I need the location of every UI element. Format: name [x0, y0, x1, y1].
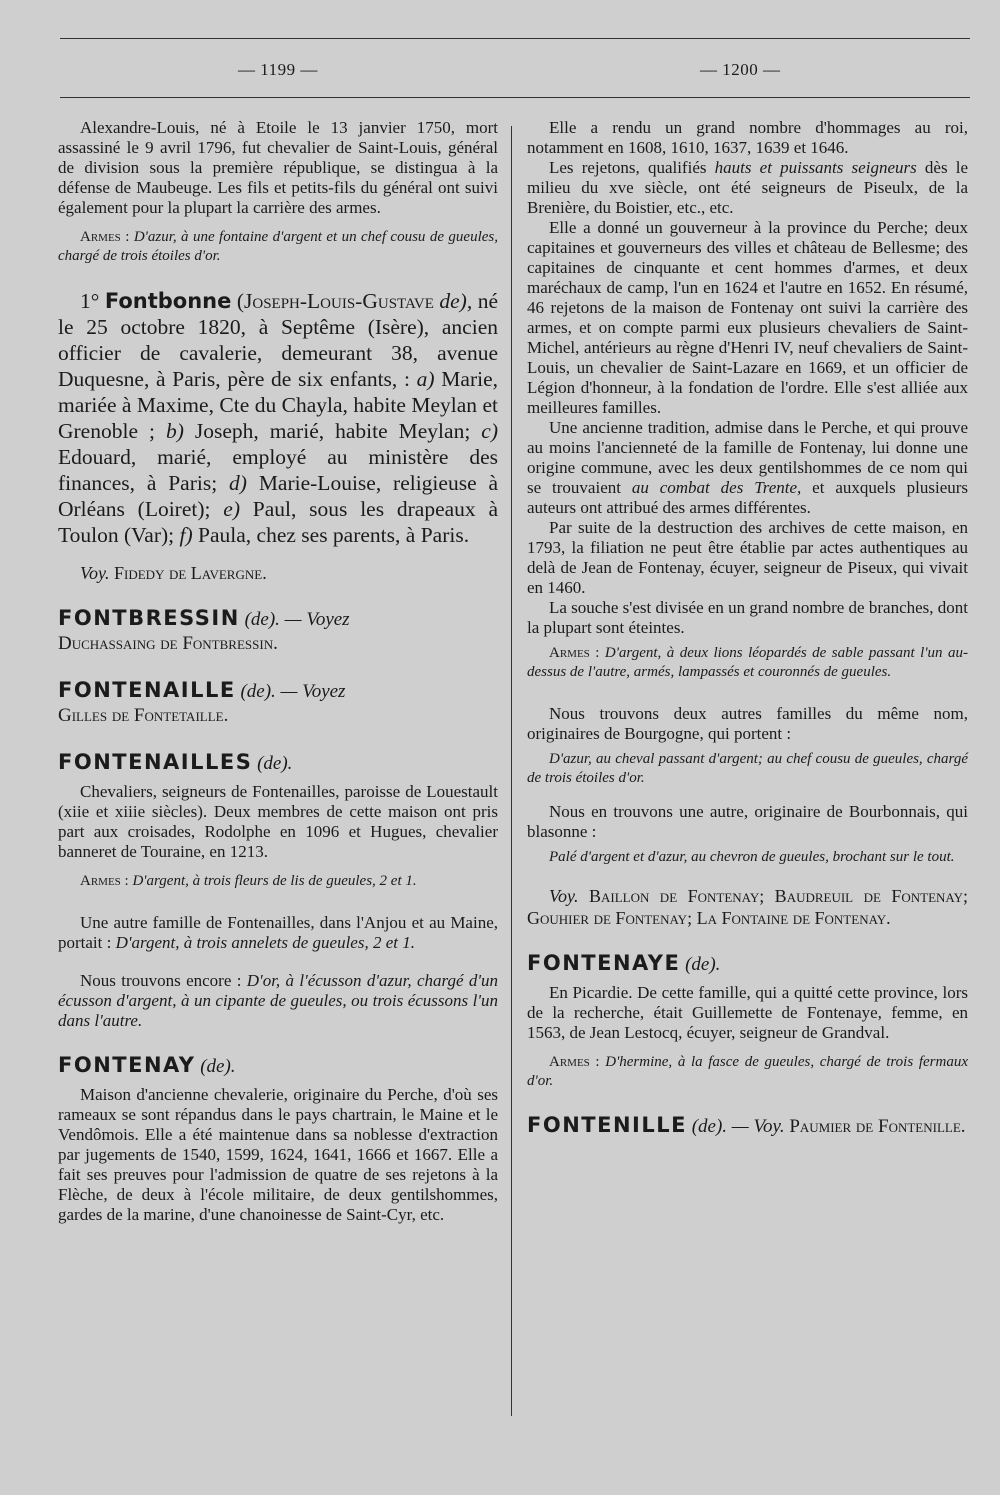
armes-paragraph [58, 228, 498, 266]
bourbonnais-blazon: Palé d'argent et d'azur, au chevron de gueules, brochant sur le tout. [549, 849, 955, 865]
fontenay-armes [527, 644, 968, 682]
voy-line [58, 562, 498, 584]
fontenaye-armes [527, 1053, 968, 1091]
other-family-blazon: D'argent, à trois annelets de gueules, 2 et 1. [115, 933, 415, 952]
encore-text: Nous trouvons encore : [80, 971, 242, 990]
rejetons-text-b: dès le milieu du xve siècle, ont été seigneurs de Piseulx, de la Brenière, du Boistier, etc., etc. [527, 158, 969, 217]
right-column [527, 118, 968, 1139]
enum-f: f) [179, 523, 193, 547]
fontenay-heading: FONTENAY [58, 1053, 196, 1077]
enum-d: d) [229, 471, 247, 495]
tradition-italic: au combat des Trente, [631, 478, 802, 497]
fontbressin-particle: (de). [244, 609, 280, 630]
hommages-paragraph: Elle a rendu un grand nombre d'hommages au roi, notamment en 1608, 1610, 1637, 1639 et 1646. [527, 118, 968, 157]
fontenaille-entry [58, 678, 498, 728]
armes-label: Armes : [549, 645, 600, 661]
rejetons-italic: hauts et puissants seigneurs [714, 158, 917, 177]
fontenaye-entry [527, 951, 968, 977]
right-page-number: — 1200 — [700, 60, 781, 79]
fontbressin-heading: FONTBRESSIN [58, 606, 240, 630]
voy-label: Voy. [80, 563, 110, 583]
fontenailles-encore [58, 971, 498, 1031]
fontenay-paragraph: Maison d'ancienne chevalerie, originaire du Perche, d'où ses rameaux se sont répandus dans le pays chartrain, le Maine et le Vendômois. Elle a été maintenue dans sa noblesse d'extraction par jugements de 1540, 1599, 1624, 1641, 1666 et 1667. Elle a fait ses preuves pour l'admission de quatre de ses rejetons à la Flèche, de deux à l'école militaire, de deux gentilshommes, gardes de la marine, d'une chanoinesse de Saint-Cyr, etc. [58, 1085, 498, 1224]
bourbonnais-paragraph: Nous en trouvons une autre, originaire de Bourbonnais, qui blasonne : [527, 802, 968, 841]
enum-f-text: Paula, chez ses parents, à Paris. [198, 523, 470, 547]
tradition-paragraph [527, 418, 968, 518]
fontenailles-particle: (de). [257, 753, 293, 774]
fontenille-particle: (de). [691, 1116, 728, 1137]
bourgogne-blazon: D'azur, au cheval passant d'argent; au chef cousu de gueules, chargé de trois étoiles d'or. [527, 751, 968, 786]
fontbonne-text: né le 25 octobre 1820, à Septême (Isère), ancien officier de cavalerie, demeurant 38, avenue Duquesne, à Paris, père de six enfants, : [58, 289, 498, 391]
armes-label: Armes : [80, 229, 130, 245]
archives-paragraph: Par suite de la destruction des archives de cette maison, en 1793, la filiation ne peut être établie par actes authentiques au delà de Jean de Fontenay, écuyer, seigneur de Piseux, qui vivait en 1460. [527, 518, 968, 597]
armes-text: D'hermine, à la fasce de gueules, chargé de trois fermaux d'or. [527, 1054, 968, 1089]
entry-number: 1° [80, 289, 100, 313]
fontenay-particle: (de). [200, 1056, 236, 1077]
fontenaye-particle: (de). [685, 954, 721, 975]
enum-a-text: Marie, mariée à Maxime, Cte du Chayla, habite Meylan et Grenoble ; [58, 367, 499, 443]
fontenailles-heading: FONTENAILLES [58, 750, 253, 774]
top-rule [60, 38, 970, 39]
other-family-text: Une autre famille de Fontenailles, dans l'Anjou et au Maine, portait : [58, 913, 498, 952]
enum-c: c) [481, 419, 498, 443]
fontbressin-entry [58, 606, 498, 656]
fontenailles-armes [58, 872, 498, 891]
enum-e-text: Paul, sous les drapeaux à Toulon (Var); [58, 497, 499, 547]
enum-c-text: Edouard, marié, employé au ministère des finances, à Paris; [58, 445, 498, 495]
header-rule [60, 97, 970, 98]
encore-blazon: D'or, à l'écusson d'azur, chargé d'un écusson d'argent, à un cipante de gueules, ou trois écussons l'un dans l'autre. [58, 971, 498, 1030]
gouverneur-paragraph: Elle a donné un gouverneur à la province du Perche; deux capitaines et gouverneurs des villes et château de Bellesme; des capitaines de cinquante et cent hommes d'armes, et deux maréchaux de camp, l'un en 1624 et l'autre en 1652. En résumé, 46 rejetons de la maison de Fontenay ont suivi la carrière des armes, et on compte parmi eux plusieurs chevaliers de Saint-Michel, antérieurs au règne d'Henri IV, neuf chevaliers de Saint-Louis, un chevalier de Saint-Lazare en 1669, et un officier de Légion d'honneur, à la fondation de l'ordre. Elle s'est alliée aux meilleures familles. [527, 218, 968, 417]
fontenaille-reference: Gilles de Fontetaille. [58, 705, 229, 726]
fontenille-entry [527, 1113, 968, 1139]
fontenaille-heading: FONTENAILLE [58, 678, 236, 702]
enum-b: b) [165, 419, 184, 443]
fontenille-heading: FONTENILLE [527, 1113, 687, 1137]
voy-label: Voy. [549, 886, 579, 906]
fontenille-reference: Paumier de Fontenille. [789, 1116, 966, 1137]
tradition-text-b: et auxquels plusieurs auteurs ont attribué des armes différentes. [527, 478, 969, 517]
fontenailles-entry [58, 750, 498, 776]
left-column [58, 118, 498, 1225]
rejetons-paragraph [527, 158, 968, 218]
fontenaye-heading: FONTENAYE [527, 951, 681, 975]
fontenaille-particle: (de). [240, 681, 276, 702]
alexandre-louis-paragraph: Alexandre-Louis, né à Etoile le 13 janvier 1750, mort assassiné le 9 avril 1796, fut chevalier de Saint-Louis, général de division sous la première république, se distingua à la défense de Maubeuge. Les fils et petits-fils du général ont suivi également pour la plupart la carrière des armes. [58, 118, 498, 217]
enum-e: e) [223, 497, 240, 521]
fontbonne-particle: de), [439, 289, 473, 313]
armes-text: D'argent, à trois fleurs de lis de gueules, 2 et 1. [132, 873, 417, 889]
tradition-text-a: Une ancienne tradition, admise dans le Perche, et qui prouve au moins l'ancienneté de la famille de Fontenay, lui donne une origine commune, avec les deux gentilshommes de ce nom qui se trouvaient [527, 418, 968, 497]
fontbressin-reference: Duchassaing de Fontbressin. [58, 633, 278, 654]
armes-label: Armes : [80, 873, 129, 889]
left-page-number: — 1199 — [238, 60, 318, 79]
enum-d-text: Marie-Louise, religieuse à Orléans (Loiret); [58, 471, 498, 521]
fontenaille-voyez: — Voyez [280, 681, 346, 702]
fontbressin-voyez: — Voyez [284, 609, 350, 630]
enum-a: a) [416, 367, 435, 391]
voy-line [527, 885, 968, 929]
armes-label: Armes : [549, 1054, 600, 1070]
fontbonne-entry [58, 288, 498, 548]
armes-text: D'argent, à deux lions léopardés de sable passant l'un au-dessus de l'autre, armés, lampassés et couronnés de gueules. [527, 645, 969, 680]
fontenay-entry [58, 1053, 498, 1079]
bourgogne-paragraph: Nous trouvons deux autres familles du même nom, originaires de Bourgogne, qui portent : [527, 704, 968, 743]
column-divider [511, 126, 512, 1416]
fontenaye-paragraph: En Picardie. De cette famille, qui a quitté cette province, lors de la recherche, était Guillemette de Fontenaye, femme, en 1563, de Jean Lestocq, écuyer, seigneur de Grandval. [527, 983, 968, 1042]
fontbonne-given-names: (Joseph-Louis-Gustave [236, 289, 434, 313]
armes-text: D'azur, à une fontaine d'argent et un chef cousu de gueules, chargé de trois étoiles d'or. [58, 229, 498, 264]
souche-paragraph: La souche s'est divisée en un grand nombre de branches, dont la plupart sont éteintes. [527, 598, 968, 637]
voy-reference: Fidedy de Lavergne. [114, 563, 267, 583]
voy-reference: Baillon de Fontenay; Baudreuil de Fontenay; Gouhier de Fontenay; La Fontaine de Fontenay. [527, 886, 969, 928]
fontenailles-paragraph: Chevaliers, seigneurs de Fontenailles, paroisse de Louestault (xiie et xiiie siècles). Deux membres de cette maison ont pris part aux croisades, Rodolphe en 1096 et Hugues, chevalier banneret de Touraine, en 1213. [58, 782, 498, 861]
fontenille-voy: — Voy. [731, 1116, 785, 1137]
fontenailles-other-family [58, 913, 498, 953]
fontbonne-heading: Fontbonne [104, 289, 232, 313]
enum-b-text: Joseph, marié, habite Meylan; [194, 419, 471, 443]
rejetons-text-a: Les rejetons, qualifiés [549, 158, 707, 177]
